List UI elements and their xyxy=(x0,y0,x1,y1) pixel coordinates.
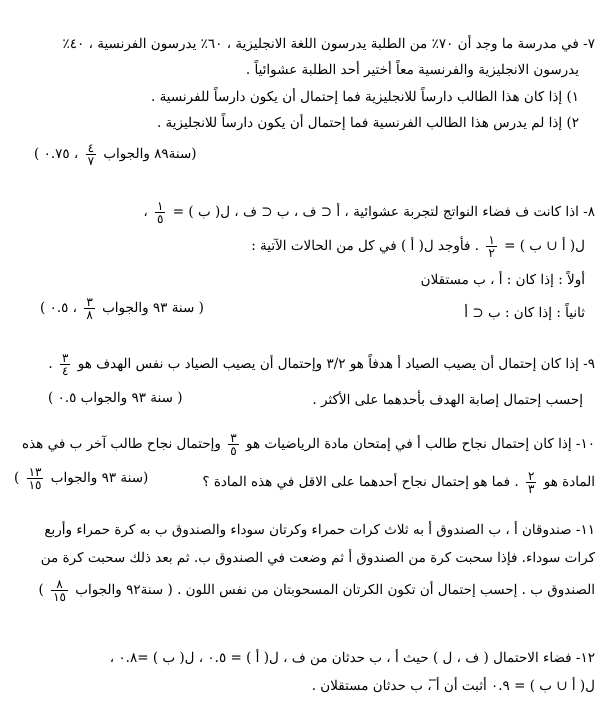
q9-answer: ( سنة ٩٣ والجواب ٠.٥ ) xyxy=(48,390,183,406)
q10-answer-fraction xyxy=(27,466,44,491)
q10-line-1-fraction xyxy=(228,432,238,457)
q10-line-2-prefix: المادة هو xyxy=(543,474,595,490)
q10-line-2 xyxy=(202,470,595,495)
q7-answer-den: ٧ xyxy=(87,154,95,168)
q8-line-1-suffix: ، xyxy=(143,204,148,220)
q8-answer-fraction xyxy=(84,296,94,321)
q10-line-2-suffix: . فما هو إحتمال نجاح أحدهما على الاقل في هذه المادة ؟ xyxy=(202,474,519,490)
q8-line-2-fraction xyxy=(486,234,496,259)
q10-line-2-fraction xyxy=(526,470,536,495)
q7-answer-suffix: ، ٠.٧٥ ) xyxy=(34,146,79,162)
q11-answer-num: ٨ xyxy=(51,578,68,591)
q11-answer-den: ١٥ xyxy=(53,590,66,604)
q8-l1-num: ١ xyxy=(157,199,164,213)
q7-answer xyxy=(34,142,197,167)
q10-l1-num: ٣ xyxy=(230,431,237,445)
q10-line-1-suffix: وإحتمال نجاح طالب آخر ب في هذه xyxy=(22,436,221,452)
q8-answer-suffix: ، ٠.٥ ) xyxy=(40,300,78,316)
q10-answer-den: ١٥ xyxy=(28,478,42,492)
q8-l2-den: ٢ xyxy=(488,246,495,260)
q10-l1-den: ٥ xyxy=(230,444,237,458)
q11-answer-fraction xyxy=(51,578,68,603)
q8-line-4: ثانياً : إذا كان : ب ⊂ أ xyxy=(464,305,585,321)
q11-line-3 xyxy=(39,578,596,603)
q10-answer-prefix: (سنة ٩٣ والجواب xyxy=(50,470,149,486)
q11-line-1: ١١- صندوقان أ ، ب الصندوق أ به ثلاث كرات حمراء وكرتان سوداء والصندوق ب به كرة حمراء وأربع xyxy=(44,522,595,538)
q8-answer-den: ٨ xyxy=(86,308,93,322)
q11-answer-suffix: ) xyxy=(38,582,44,598)
q8-line-1-fraction xyxy=(155,200,165,225)
q10-answer xyxy=(14,466,148,491)
q9-l1-num: ٣ xyxy=(61,351,69,365)
q10-line-1-text: ١٠- إذا كان إحتمال نجاح طالب أ في إمتحان مادة الرياضيات هو xyxy=(246,436,595,452)
q7-line-4: ٢) إذا لم يدرس هذا الطالب الفرنسية فما إحتمال أن يكون دارساً للانجليزية . xyxy=(156,115,579,131)
q8-line-1 xyxy=(143,200,595,225)
q12-line-2: ل( أ ∪ ب ) = ٠.٩ أثبت أن أ̅ ، ب حدثان مستقلان . xyxy=(311,678,595,694)
q8-line-2-suffix: . فأوجد ل( أ ) في كل من الحالات الآتية : xyxy=(251,238,480,254)
q7-line-1: ٧- في مدرسة ما وجد أن ٧٠٪ من الطلبة يدرسون اللغة الانجليزية ، ٦٠٪ يدرسون الفرنسية ، ٤٠٪ xyxy=(62,36,595,52)
q8-line-2 xyxy=(251,234,585,259)
q8-answer xyxy=(40,296,204,321)
q7-answer-fraction xyxy=(86,142,96,167)
q9-line-1-fraction xyxy=(60,352,70,377)
q8-line-2-prefix: ل( أ ∪ ب ) = xyxy=(504,238,585,254)
q10-l2-num: ٢ xyxy=(527,469,535,483)
q11-line-3-text: الصندوق ب . إحسب إحتمال أن تكون الكرتان المسحوبتان من نفس اللون . ( سنة٩٢ والجواب xyxy=(75,582,595,598)
q7-line-3: ١) إذا كان هذا الطالب دارساً للانجليزية فما إحتمال أن يكون دارساً للفرنسية . xyxy=(150,89,579,105)
q7-answer-num: ٤ xyxy=(87,141,95,155)
q7-line-2: يدرسون الانجليزية والفرنسية معاً أختير أحد الطلبة عشوائياً . xyxy=(245,62,579,78)
q12-line-1: ١٢- فضاء الاحتمال ( ف ، ل ) حيث أ ، ب حدثان من ف ، ل( أ ) = ٠.٥ ، ل( ب ) =٠.٨ ، xyxy=(109,650,595,666)
q8-line-1-text: ٨- اذا كانت ف فضاء النواتج لتجربة عشوائية ، أ ⊂ ف ، ب ⊂ ف ، ل( ب ) = xyxy=(172,204,595,220)
q10-l2-den: ٣ xyxy=(527,482,535,496)
q8-l1-den: ٥ xyxy=(157,212,164,226)
q9-line-1-text: ٩- إذا كان إحتمال أن يصيب الصياد أ هدفاً هو ٣/٢ وإحتمال أن يصيب الصياد ب نفس الهدف هو xyxy=(77,356,595,372)
q9-l1-den: ٤ xyxy=(61,364,69,378)
q10-answer-suffix: ) xyxy=(14,470,20,486)
q7-answer-prefix: (سنة٨٩ والجواب xyxy=(103,146,197,162)
q11-line-2: كرات سوداء. فإذا سحبت كرة من الصندوق أ ثم وضعت في الصندوق ب. ثم بعد ذلك سحبت كرة من xyxy=(40,550,595,566)
q8-answer-num: ٣ xyxy=(86,295,93,309)
q9-line-1-suffix: . xyxy=(48,356,53,372)
q9-line-1 xyxy=(48,352,595,377)
q10-answer-num: ١٣ xyxy=(28,465,42,479)
q10-line-1 xyxy=(22,432,595,457)
q8-answer-prefix: ( سنة ٩٣ والجواب xyxy=(102,300,204,316)
q9-line-2: إحسب إحتمال إصابة الهدف بأحدهما على الأكثر . xyxy=(312,392,583,408)
q8-l2-num: ١ xyxy=(488,233,495,247)
q8-line-3: أولاً : إذا كان : أ ، ب مستقلان xyxy=(420,272,585,288)
